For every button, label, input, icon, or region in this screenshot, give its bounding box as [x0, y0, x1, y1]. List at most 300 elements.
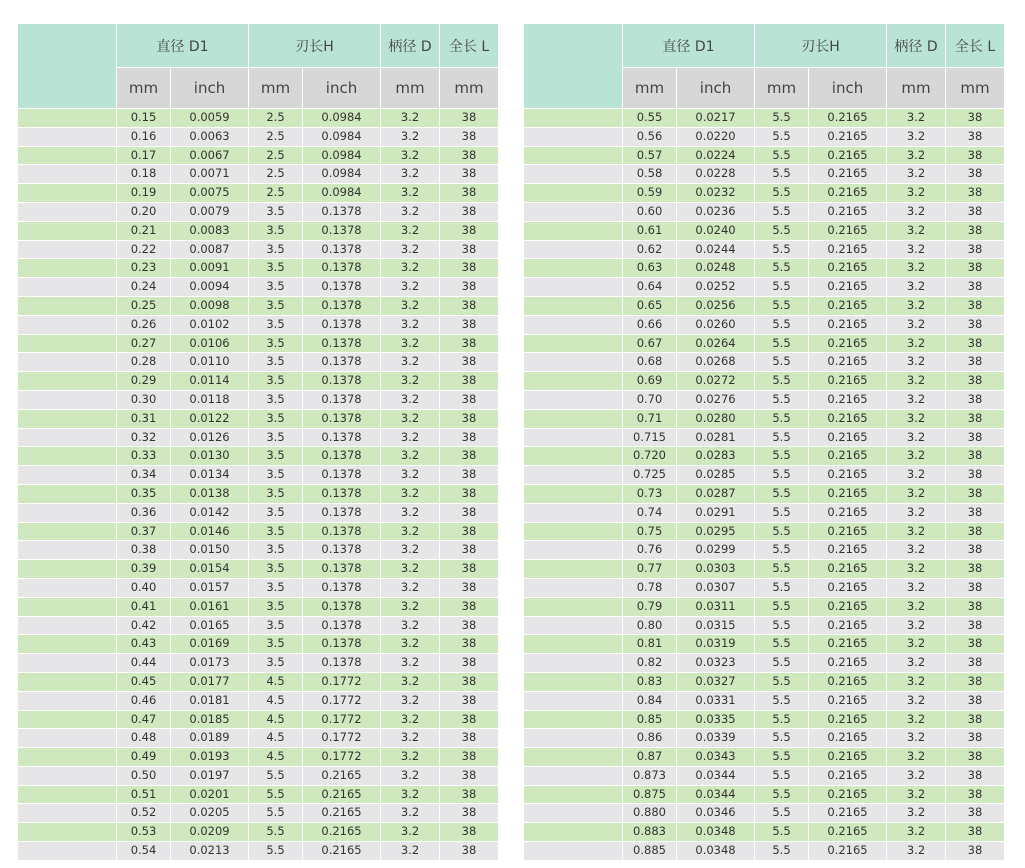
h-inch-cell: 0.1378: [303, 466, 381, 485]
table-row: [524, 353, 1005, 372]
h-mm-cell: 5.5: [755, 785, 809, 804]
d1-inch-cell: 0.0343: [677, 748, 755, 767]
l-mm-cell: 38: [946, 315, 1005, 334]
row-blank-cell: [524, 691, 623, 710]
table-row: [524, 372, 1005, 391]
d1-mm-cell: 0.720: [623, 447, 677, 466]
h-mm-cell: 5.5: [755, 522, 809, 541]
h-inch-cell: 0.2165: [809, 259, 887, 278]
table-row: [524, 409, 1005, 428]
l-mm-cell: 38: [440, 259, 499, 278]
h-mm-cell: 5.5: [755, 390, 809, 409]
h-mm-cell: 2.5: [249, 146, 303, 165]
h-inch-cell: 0.2165: [809, 221, 887, 240]
h-mm-cell: 5.5: [755, 221, 809, 240]
table-row: [18, 409, 499, 428]
d1-inch-cell: 0.0189: [171, 729, 249, 748]
d-mm-cell: 3.2: [381, 804, 440, 823]
d1-mm-cell: 0.60: [623, 202, 677, 221]
d1-inch-cell: 0.0094: [171, 278, 249, 297]
row-blank-cell: [18, 240, 117, 259]
d1-mm-cell: 0.56: [623, 127, 677, 146]
table-row: [524, 334, 1005, 353]
table-row: [524, 785, 1005, 804]
h-inch-cell: 0.2165: [303, 766, 381, 785]
d1-mm-cell: 0.59: [623, 184, 677, 203]
h-inch-cell: 0.2165: [809, 315, 887, 334]
table-row: [524, 484, 1005, 503]
l-mm-cell: 38: [946, 278, 1005, 297]
d-mm-cell: 3.2: [887, 165, 946, 184]
table-row: [18, 240, 499, 259]
h-inch-cell: 0.2165: [809, 654, 887, 673]
l-mm-cell: 38: [946, 748, 1005, 767]
h-inch-cell: 0.2165: [809, 146, 887, 165]
d-mm-cell: 3.2: [381, 466, 440, 485]
table-row: [18, 202, 499, 221]
row-blank-cell: [524, 842, 623, 861]
row-blank-cell: [524, 541, 623, 560]
h-inch-cell: 0.2165: [809, 766, 887, 785]
d-mm-cell: 3.2: [887, 184, 946, 203]
h-inch-cell: 0.2165: [809, 823, 887, 842]
table-row: [524, 597, 1005, 616]
row-blank-cell: [18, 296, 117, 315]
row-blank-cell: [18, 221, 117, 240]
d-mm-cell: 3.2: [887, 109, 946, 128]
table-row: [18, 804, 499, 823]
table-row: [524, 672, 1005, 691]
d1-mm-cell: 0.22: [117, 240, 171, 259]
table-row: [18, 541, 499, 560]
h-inch-cell: 0.1378: [303, 616, 381, 635]
table-row: [18, 447, 499, 466]
l-mm-cell: 38: [440, 785, 499, 804]
d1-mm-cell: 0.80: [623, 616, 677, 635]
d1-mm-cell: 0.50: [117, 766, 171, 785]
d-mm-cell: 3.2: [381, 165, 440, 184]
h-inch-cell: 0.1378: [303, 409, 381, 428]
d1-inch-cell: 0.0091: [171, 259, 249, 278]
h-mm-cell: 5.5: [755, 296, 809, 315]
table-row: [524, 710, 1005, 729]
h-mm-cell: 5.5: [755, 654, 809, 673]
h-inch-cell: 0.2165: [809, 109, 887, 128]
h-mm-cell: 3.5: [249, 428, 303, 447]
d1-inch-cell: 0.0335: [677, 710, 755, 729]
d-mm-cell: 3.2: [887, 823, 946, 842]
d-mm-cell: 3.2: [887, 842, 946, 861]
d1-inch-cell: 0.0067: [171, 146, 249, 165]
row-blank-cell: [524, 823, 623, 842]
d-mm-cell: 3.2: [887, 353, 946, 372]
d1-mm-cell: 0.62: [623, 240, 677, 259]
d1-mm-cell: 0.73: [623, 484, 677, 503]
unit-header-d-mm: mm: [381, 68, 440, 109]
d1-mm-cell: 0.79: [623, 597, 677, 616]
d-mm-cell: 3.2: [887, 578, 946, 597]
d1-mm-cell: 0.25: [117, 296, 171, 315]
table-row: [524, 616, 1005, 635]
d1-inch-cell: 0.0248: [677, 259, 755, 278]
row-blank-cell: [18, 635, 117, 654]
table-row: [524, 842, 1005, 861]
d1-mm-cell: 0.85: [623, 710, 677, 729]
h-inch-cell: 0.2165: [809, 353, 887, 372]
h-mm-cell: 5.5: [755, 578, 809, 597]
row-blank-cell: [18, 409, 117, 428]
table-row: [18, 522, 499, 541]
table-row: [524, 729, 1005, 748]
row-blank-cell: [18, 372, 117, 391]
h-inch-cell: 0.2165: [809, 278, 887, 297]
h-mm-cell: 5.5: [755, 691, 809, 710]
h-inch-cell: 0.1378: [303, 296, 381, 315]
d-mm-cell: 3.2: [887, 654, 946, 673]
h-mm-cell: 5.5: [755, 447, 809, 466]
table-row: [524, 165, 1005, 184]
l-mm-cell: 38: [946, 146, 1005, 165]
d1-inch-cell: 0.0177: [171, 672, 249, 691]
h-inch-cell: 0.2165: [809, 597, 887, 616]
h-inch-cell: 0.1378: [303, 484, 381, 503]
d-mm-cell: 3.2: [381, 503, 440, 522]
h-inch-cell: 0.2165: [809, 466, 887, 485]
h-mm-cell: 4.5: [249, 748, 303, 767]
h-mm-cell: 5.5: [755, 202, 809, 221]
d-mm-cell: 3.2: [887, 484, 946, 503]
d1-mm-cell: 0.66: [623, 315, 677, 334]
d1-mm-cell: 0.17: [117, 146, 171, 165]
h-mm-cell: 5.5: [755, 503, 809, 522]
d1-inch-cell: 0.0083: [171, 221, 249, 240]
l-mm-cell: 38: [946, 672, 1005, 691]
l-mm-cell: 38: [440, 334, 499, 353]
h-mm-cell: 3.5: [249, 578, 303, 597]
d-mm-cell: 3.2: [381, 184, 440, 203]
flute-length-h-header: 刃长H: [755, 24, 887, 68]
row-blank-cell: [18, 560, 117, 579]
d-mm-cell: 3.2: [887, 202, 946, 221]
h-mm-cell: 3.5: [249, 466, 303, 485]
l-mm-cell: 38: [946, 409, 1005, 428]
d-mm-cell: 3.2: [887, 372, 946, 391]
row-blank-cell: [524, 372, 623, 391]
d1-mm-cell: 0.41: [117, 597, 171, 616]
d-mm-cell: 3.2: [887, 334, 946, 353]
l-mm-cell: 38: [946, 466, 1005, 485]
h-mm-cell: 3.5: [249, 654, 303, 673]
h-inch-cell: 0.2165: [809, 503, 887, 522]
d1-mm-cell: 0.39: [117, 560, 171, 579]
table-row: [18, 296, 499, 315]
row-blank-cell: [524, 748, 623, 767]
d1-mm-cell: 0.20: [117, 202, 171, 221]
table-row: [524, 804, 1005, 823]
table-row: [524, 823, 1005, 842]
unit-header-h-mm: mm: [249, 68, 303, 109]
h-inch-cell: 0.2165: [809, 390, 887, 409]
h-inch-cell: 0.2165: [809, 484, 887, 503]
h-inch-cell: 0.1378: [303, 578, 381, 597]
table-row: [18, 766, 499, 785]
h-mm-cell: 3.5: [249, 353, 303, 372]
l-mm-cell: 38: [440, 184, 499, 203]
d1-inch-cell: 0.0157: [171, 578, 249, 597]
h-mm-cell: 3.5: [249, 221, 303, 240]
l-mm-cell: 38: [946, 710, 1005, 729]
h-mm-cell: 5.5: [249, 785, 303, 804]
h-inch-cell: 0.1772: [303, 748, 381, 767]
h-mm-cell: 4.5: [249, 691, 303, 710]
d-mm-cell: 3.2: [887, 315, 946, 334]
l-mm-cell: 38: [440, 484, 499, 503]
d-mm-cell: 3.2: [887, 409, 946, 428]
l-mm-cell: 38: [946, 691, 1005, 710]
d1-mm-cell: 0.33: [117, 447, 171, 466]
row-blank-cell: [18, 184, 117, 203]
d-mm-cell: 3.2: [381, 390, 440, 409]
table-row: [18, 165, 499, 184]
row-blank-cell: [524, 240, 623, 259]
h-inch-cell: 0.2165: [809, 560, 887, 579]
h-inch-cell: 0.1378: [303, 221, 381, 240]
row-blank-cell: [18, 278, 117, 297]
row-blank-cell: [18, 823, 117, 842]
table-row: [18, 597, 499, 616]
h-mm-cell: 3.5: [249, 202, 303, 221]
l-mm-cell: 38: [440, 221, 499, 240]
table-row: [18, 466, 499, 485]
row-blank-cell: [18, 710, 117, 729]
row-blank-cell: [524, 466, 623, 485]
d-mm-cell: 3.2: [381, 616, 440, 635]
d1-mm-cell: 0.48: [117, 729, 171, 748]
row-blank-cell: [524, 785, 623, 804]
l-mm-cell: 38: [946, 127, 1005, 146]
d-mm-cell: 3.2: [887, 710, 946, 729]
d-mm-cell: 3.2: [887, 541, 946, 560]
d-mm-cell: 3.2: [381, 560, 440, 579]
d1-mm-cell: 0.34: [117, 466, 171, 485]
d-mm-cell: 3.2: [381, 654, 440, 673]
row-blank-cell: [18, 334, 117, 353]
d1-inch-cell: 0.0268: [677, 353, 755, 372]
table-row: [524, 654, 1005, 673]
h-inch-cell: 0.1378: [303, 334, 381, 353]
table-row: [524, 184, 1005, 203]
l-mm-cell: 38: [440, 842, 499, 861]
l-mm-cell: 38: [946, 353, 1005, 372]
d-mm-cell: 3.2: [381, 278, 440, 297]
row-blank-cell: [524, 635, 623, 654]
table-row: [524, 278, 1005, 297]
d1-inch-cell: 0.0224: [677, 146, 755, 165]
d1-inch-cell: 0.0110: [171, 353, 249, 372]
h-mm-cell: 3.5: [249, 522, 303, 541]
l-mm-cell: 38: [440, 823, 499, 842]
h-mm-cell: 5.5: [755, 560, 809, 579]
h-mm-cell: 3.5: [249, 296, 303, 315]
d1-mm-cell: 0.30: [117, 390, 171, 409]
d1-mm-cell: 0.70: [623, 390, 677, 409]
l-mm-cell: 38: [440, 804, 499, 823]
h-mm-cell: 5.5: [249, 804, 303, 823]
d1-mm-cell: 0.38: [117, 541, 171, 560]
row-blank-cell: [524, 578, 623, 597]
table-row: [18, 428, 499, 447]
l-mm-cell: 38: [946, 202, 1005, 221]
d1-mm-cell: 0.82: [623, 654, 677, 673]
row-blank-cell: [524, 729, 623, 748]
d1-mm-cell: 0.63: [623, 259, 677, 278]
l-mm-cell: 38: [946, 447, 1005, 466]
d1-inch-cell: 0.0161: [171, 597, 249, 616]
row-blank-cell: [524, 447, 623, 466]
h-inch-cell: 0.0984: [303, 109, 381, 128]
d-mm-cell: 3.2: [381, 672, 440, 691]
d-mm-cell: 3.2: [381, 146, 440, 165]
row-blank-cell: [524, 616, 623, 635]
row-blank-cell: [18, 353, 117, 372]
d-mm-cell: 3.2: [381, 842, 440, 861]
d-mm-cell: 3.2: [887, 616, 946, 635]
d1-inch-cell: 0.0315: [677, 616, 755, 635]
row-blank-cell: [18, 541, 117, 560]
d-mm-cell: 3.2: [887, 729, 946, 748]
l-mm-cell: 38: [440, 635, 499, 654]
h-inch-cell: 0.2165: [809, 296, 887, 315]
unit-header-h-inch: inch: [303, 68, 381, 109]
unit-header-h-inch: inch: [809, 68, 887, 109]
d1-inch-cell: 0.0236: [677, 202, 755, 221]
d-mm-cell: 3.2: [381, 428, 440, 447]
h-mm-cell: 3.5: [249, 315, 303, 334]
overall-length-l-header: 全长 L: [946, 24, 1005, 68]
d1-mm-cell: 0.16: [117, 127, 171, 146]
h-mm-cell: 5.5: [755, 315, 809, 334]
row-blank-cell: [524, 334, 623, 353]
l-mm-cell: 38: [440, 729, 499, 748]
h-inch-cell: 0.2165: [809, 691, 887, 710]
h-mm-cell: 4.5: [249, 729, 303, 748]
d1-inch-cell: 0.0344: [677, 785, 755, 804]
d1-mm-cell: 0.87: [623, 748, 677, 767]
d1-inch-cell: 0.0146: [171, 522, 249, 541]
d1-inch-cell: 0.0252: [677, 278, 755, 297]
l-mm-cell: 38: [440, 278, 499, 297]
d1-mm-cell: 0.43: [117, 635, 171, 654]
d1-inch-cell: 0.0272: [677, 372, 755, 391]
d1-inch-cell: 0.0331: [677, 691, 755, 710]
row-blank-cell: [524, 654, 623, 673]
d-mm-cell: 3.2: [887, 804, 946, 823]
table-row: [524, 691, 1005, 710]
d1-mm-cell: 0.46: [117, 691, 171, 710]
h-mm-cell: 5.5: [755, 409, 809, 428]
h-inch-cell: 0.0984: [303, 165, 381, 184]
d-mm-cell: 3.2: [887, 221, 946, 240]
l-mm-cell: 38: [440, 503, 499, 522]
l-mm-cell: 38: [440, 165, 499, 184]
d-mm-cell: 3.2: [381, 635, 440, 654]
d1-mm-cell: 0.27: [117, 334, 171, 353]
unit-header-l-mm: mm: [440, 68, 499, 109]
d1-inch-cell: 0.0344: [677, 766, 755, 785]
l-mm-cell: 38: [440, 127, 499, 146]
l-mm-cell: 38: [946, 221, 1005, 240]
h-mm-cell: 5.5: [755, 240, 809, 259]
h-mm-cell: 5.5: [249, 823, 303, 842]
table-row: [18, 127, 499, 146]
l-mm-cell: 38: [440, 466, 499, 485]
h-mm-cell: 5.5: [755, 259, 809, 278]
d1-inch-cell: 0.0244: [677, 240, 755, 259]
d1-inch-cell: 0.0087: [171, 240, 249, 259]
table-row: [18, 372, 499, 391]
l-mm-cell: 38: [946, 560, 1005, 579]
shank-diameter-d-header: 柄径 D: [887, 24, 946, 68]
d1-mm-cell: 0.52: [117, 804, 171, 823]
d1-mm-cell: 0.875: [623, 785, 677, 804]
l-mm-cell: 38: [440, 560, 499, 579]
h-mm-cell: 5.5: [755, 635, 809, 654]
h-mm-cell: 3.5: [249, 259, 303, 278]
unit-header-d1-inch: inch: [677, 68, 755, 109]
d-mm-cell: 3.2: [381, 729, 440, 748]
h-inch-cell: 0.2165: [809, 127, 887, 146]
h-mm-cell: 4.5: [249, 710, 303, 729]
row-blank-cell: [524, 560, 623, 579]
d1-mm-cell: 0.76: [623, 541, 677, 560]
table-row: [524, 127, 1005, 146]
row-blank-cell: [524, 278, 623, 297]
table-row: [524, 109, 1005, 128]
l-mm-cell: 38: [440, 710, 499, 729]
h-mm-cell: 3.5: [249, 372, 303, 391]
table-row: [524, 578, 1005, 597]
row-blank-cell: [524, 184, 623, 203]
table-row: [524, 522, 1005, 541]
spec-table-left: [17, 23, 499, 861]
l-mm-cell: 38: [946, 766, 1005, 785]
d1-inch-cell: 0.0256: [677, 296, 755, 315]
h-mm-cell: 5.5: [755, 428, 809, 447]
d1-inch-cell: 0.0102: [171, 315, 249, 334]
unit-header-d1-mm: mm: [117, 68, 171, 109]
h-mm-cell: 5.5: [755, 278, 809, 297]
d1-mm-cell: 0.29: [117, 372, 171, 391]
d1-mm-cell: 0.78: [623, 578, 677, 597]
row-blank-cell: [524, 428, 623, 447]
row-blank-cell: [18, 597, 117, 616]
table-row: [524, 447, 1005, 466]
d1-mm-cell: 0.44: [117, 654, 171, 673]
h-inch-cell: 0.2165: [809, 804, 887, 823]
d1-mm-cell: 0.77: [623, 560, 677, 579]
row-blank-cell: [524, 259, 623, 278]
d1-mm-cell: 0.74: [623, 503, 677, 522]
d1-inch-cell: 0.0142: [171, 503, 249, 522]
d1-inch-cell: 0.0264: [677, 334, 755, 353]
d1-inch-cell: 0.0319: [677, 635, 755, 654]
d1-mm-cell: 0.65: [623, 296, 677, 315]
d1-inch-cell: 0.0339: [677, 729, 755, 748]
d1-inch-cell: 0.0287: [677, 484, 755, 503]
d1-inch-cell: 0.0197: [171, 766, 249, 785]
d-mm-cell: 3.2: [887, 766, 946, 785]
h-mm-cell: 5.5: [755, 729, 809, 748]
